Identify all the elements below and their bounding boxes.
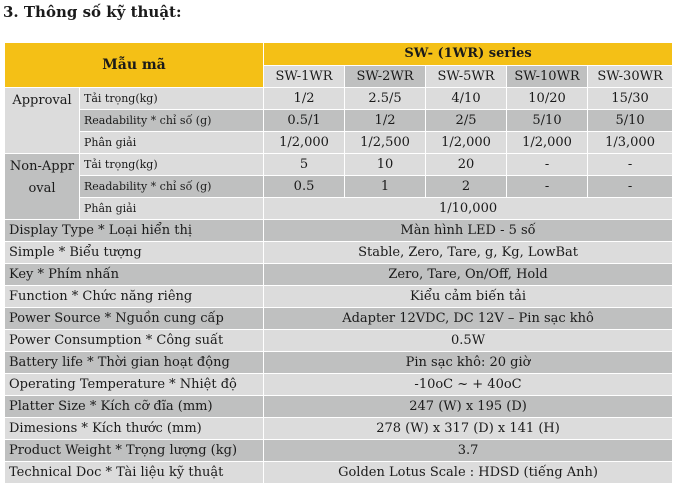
model-cell: SW-5WR [426,65,507,88]
approval-row [5,132,673,154]
spec-value: Kiểu cảm biến tải [264,286,673,308]
spec-row [5,286,673,308]
row-label: Tải trọng(kg) [80,154,264,176]
spec-label: Function * Chức năng riêng [5,286,264,308]
approval-row [5,110,673,132]
value-cell: - [507,154,588,176]
spec-label: Operating Temperature * Nhiệt độ [5,374,264,396]
value-cell: - [507,176,588,198]
value-cell: 10/20 [507,88,588,110]
section-heading: 3. Thông số kỹ thuật: [3,3,182,21]
spec-row [5,440,673,462]
spec-value: Golden Lotus Scale : HDSD (tiếng Anh) [264,462,673,484]
spec-value: Màn hình LED - 5 số [264,220,673,242]
spec-row [5,330,673,352]
spec-row [5,242,673,264]
spec-value: 3.7 [264,440,673,462]
value-cell: 10 [345,154,426,176]
spec-label: Battery life * Thời gian hoạt động [5,352,264,374]
non-approval-row [5,198,673,220]
row-label: Tải trọng(kg) [80,88,264,110]
value-cell: 4/10 [426,88,507,110]
value-cell: 1/3,000 [588,132,673,154]
spec-value: 278 (W) x 317 (D) x 141 (H) [264,418,673,440]
value-cell: 2 [426,176,507,198]
spec-label: Key * Phím nhấn [5,264,264,286]
model-cell: SW-10WR [507,65,588,88]
value-cell: 1/2 [264,88,345,110]
row-label: Readability * chỉ số (g) [80,176,264,198]
model-cell: SW-1WR [264,65,345,88]
spec-row [5,462,673,484]
spec-value: 0.5W [264,330,673,352]
value-cell: 5 [264,154,345,176]
spec-label: Display Type * Loại hiển thị [5,220,264,242]
value-cell: 1/2,500 [345,132,426,154]
spec-rows [5,220,673,484]
header-row-1 [5,43,673,66]
value-cell: 15/30 [588,88,673,110]
value-cell: 1/2,000 [426,132,507,154]
value-cell: - [588,154,673,176]
spec-value: Pin sạc khô: 20 giờ [264,352,673,374]
spec-row [5,308,673,330]
spec-label: Technical Doc * Tài liệu kỹ thuật [5,462,264,484]
spec-table [4,42,673,484]
value-cell: 5/10 [588,110,673,132]
value-cell: 1/2,000 [507,132,588,154]
value-cell: 20 [426,154,507,176]
spec-label: Power Source * Nguồn cung cấp [5,308,264,330]
spec-row [5,396,673,418]
spec-value: Zero, Tare, On/Off, Hold [264,264,673,286]
spec-row [5,264,673,286]
series-header: SW- (1WR) series [264,43,673,66]
spec-label: Power Consumption * Công suất [5,330,264,352]
spec-label: Dimesions * Kích thước (mm) [5,418,264,440]
spec-label: Simple * Biểu tượng [5,242,264,264]
spec-label: Platter Size * Kích cỡ đĩa (mm) [5,396,264,418]
value-cell: - [588,176,673,198]
value-cell: 0.5 [264,176,345,198]
spec-value: Stable, Zero, Tare, g, Kg, LowBat [264,242,673,264]
row-label: Phân giải [80,198,264,220]
value-cell: 1/10,000 [264,198,673,220]
value-cell: 1 [345,176,426,198]
row-label: Phân giải [80,132,264,154]
spec-value: 247 (W) x 195 (D) [264,396,673,418]
value-cell: 2/5 [426,110,507,132]
value-cell: 2.5/5 [345,88,426,110]
value-cell: 1/2,000 [264,132,345,154]
model-cell: SW-2WR [345,65,426,88]
spec-label: Product Weight * Trọng lượng (kg) [5,440,264,462]
value-cell: 0.5/1 [264,110,345,132]
row-label: Readability * chỉ số (g) [80,110,264,132]
spec-value: -10oC ~ + 40oC [264,374,673,396]
group-label-non-approval: Non-Approval [5,154,80,220]
spec-value: Adapter 12VDC, DC 12V – Pin sạc khô [264,308,673,330]
non-approval-row [5,176,673,198]
value-cell: 1/2 [345,110,426,132]
spec-row [5,418,673,440]
non-approval-row [5,154,673,176]
model-cell: SW-30WR [588,65,673,88]
group-label-approval: Approval [5,88,80,154]
value-cell: 5/10 [507,110,588,132]
spec-row [5,374,673,396]
spec-row [5,352,673,374]
spec-row [5,220,673,242]
model-header: Mẫu mã [5,43,264,88]
approval-row [5,88,673,110]
